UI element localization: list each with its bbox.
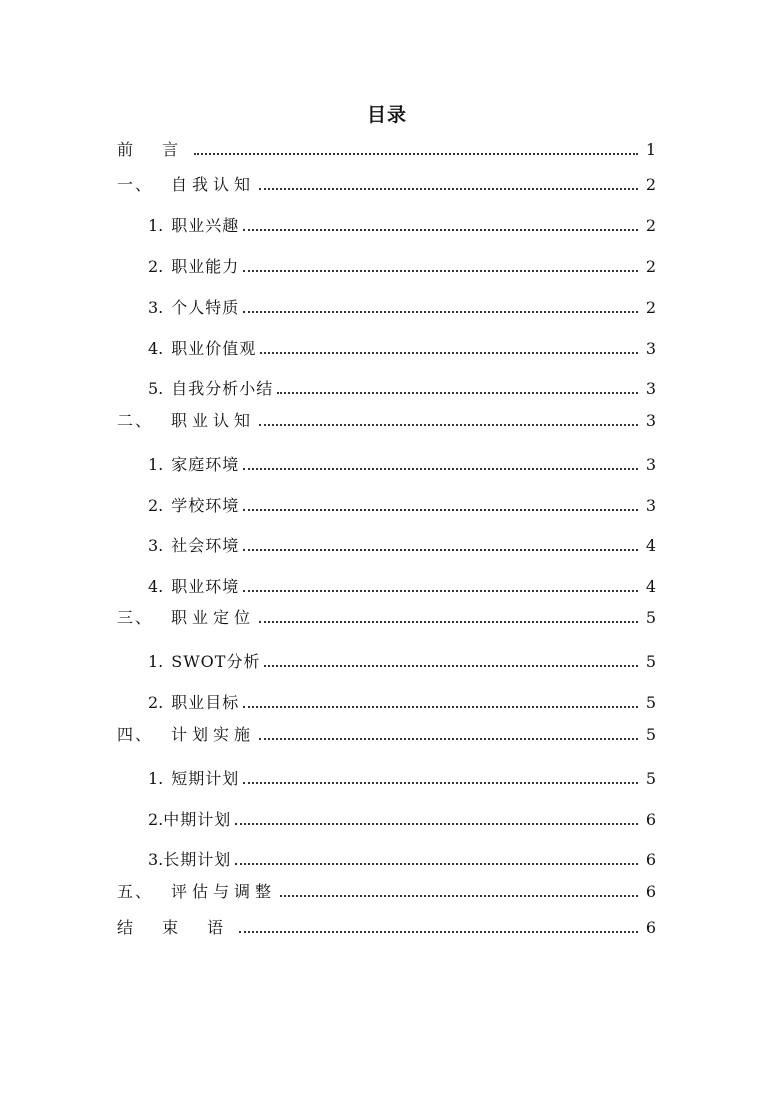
toc-entry-label: 职业环境 xyxy=(171,577,240,596)
toc-entry-page: 2 xyxy=(645,216,656,235)
dot-leader xyxy=(259,621,638,623)
toc-entry-label: 家庭环境 xyxy=(171,455,240,474)
toc-entry-number: 五、 xyxy=(117,882,154,901)
dot-leader xyxy=(243,509,638,511)
toc-entry-page: 4 xyxy=(645,577,656,596)
toc-entry-number: 一、 xyxy=(117,175,154,194)
toc-entry-number: 1. xyxy=(148,216,164,235)
toc-entry-label: 个人特质 xyxy=(171,298,240,317)
toc-entry-page: 5 xyxy=(645,725,656,744)
toc-entry-short-term-plan[interactable] xyxy=(148,765,656,789)
dot-leader xyxy=(235,823,638,825)
toc-entry-page: 3 xyxy=(645,379,656,398)
dot-leader xyxy=(243,782,638,784)
toc-entry-label: 自我分析小结 xyxy=(171,379,274,398)
toc-entry-family-environment[interactable] xyxy=(148,451,656,475)
toc-entry-label: 职业定位 xyxy=(171,608,256,627)
toc-entry-page: 6 xyxy=(645,850,656,869)
toc-entry-number: 2. xyxy=(148,693,164,712)
toc-entry-page: 5 xyxy=(645,769,656,788)
dot-leader xyxy=(277,392,638,394)
toc-entry-number: 4. xyxy=(148,577,164,596)
toc-entry-career-values[interactable] xyxy=(148,335,656,359)
toc-entry-label: 职业目标 xyxy=(171,693,240,712)
toc-entry-page: 6 xyxy=(645,918,656,937)
dot-leader xyxy=(235,863,638,865)
toc-entry-preface[interactable] xyxy=(117,136,656,160)
dot-leader xyxy=(243,590,638,592)
toc-entry-page: 6 xyxy=(645,810,656,829)
toc-entry-label: 职业能力 xyxy=(171,257,240,276)
toc-entry-career-ability[interactable] xyxy=(148,253,656,277)
toc-entry-evaluation-adjustment[interactable] xyxy=(117,878,656,902)
toc-entry-conclusion[interactable] xyxy=(117,914,656,938)
toc-entry-label: 职业价值观 xyxy=(171,339,257,358)
dot-leader xyxy=(259,738,638,740)
toc-entry-label: SWOT分析 xyxy=(171,652,261,671)
toc-entry-career-positioning[interactable] xyxy=(117,604,656,628)
toc-entry-page: 3 xyxy=(645,339,656,358)
toc-entry-number: 5. xyxy=(148,379,164,398)
toc-entry-page: 5 xyxy=(645,652,656,671)
dot-leader xyxy=(264,665,638,667)
toc-entry-number: 2. xyxy=(148,810,164,829)
toc-entry-number: 1. xyxy=(148,652,164,671)
toc-entry-page: 5 xyxy=(645,608,656,627)
toc-entry-number: 3. xyxy=(148,850,164,869)
dot-leader xyxy=(259,188,638,190)
toc-entry-page: 4 xyxy=(645,536,656,555)
toc-entry-label: 前 言 xyxy=(117,140,191,159)
toc-entry-label: 自我认知 xyxy=(171,175,256,194)
toc-entry-long-term-plan[interactable] xyxy=(148,846,656,870)
toc-entry-social-environment[interactable] xyxy=(148,532,656,556)
dot-leader xyxy=(243,706,638,708)
toc-entry-career-environment[interactable] xyxy=(148,573,656,597)
toc-entry-page: 2 xyxy=(645,257,656,276)
dot-leader xyxy=(243,270,638,272)
toc-entry-career-goals[interactable] xyxy=(148,689,656,713)
toc-entry-page: 3 xyxy=(645,496,656,515)
toc-entry-career-interest[interactable] xyxy=(148,212,656,236)
dot-leader xyxy=(280,895,638,897)
toc-entry-school-environment[interactable] xyxy=(148,492,656,516)
toc-entry-label: 计划实施 xyxy=(171,725,256,744)
dot-leader xyxy=(243,229,638,231)
toc-entry-number: 1. xyxy=(148,455,164,474)
dot-leader xyxy=(243,311,638,313)
toc-entry-plan-implementation[interactable] xyxy=(117,721,656,745)
toc-entry-mid-term-plan[interactable] xyxy=(148,806,656,830)
toc-entry-number: 四、 xyxy=(117,725,154,744)
toc-entry-page: 6 xyxy=(645,882,656,901)
toc-title: 目录 xyxy=(366,104,407,126)
toc-entry-label: 短期计划 xyxy=(171,769,240,788)
toc-entry-career-awareness[interactable] xyxy=(117,407,656,431)
toc-entry-swot-analysis[interactable] xyxy=(148,648,656,672)
dot-leader xyxy=(259,424,638,426)
toc-entry-page: 2 xyxy=(645,298,656,317)
toc-entry-self-awareness[interactable] xyxy=(117,171,656,195)
toc-entry-personal-traits[interactable] xyxy=(148,294,656,318)
toc-entry-label: 职业兴趣 xyxy=(171,216,240,235)
toc-entry-number: 3. xyxy=(148,298,164,317)
toc-entry-number: 三、 xyxy=(117,608,154,627)
toc-entry-number: 二、 xyxy=(117,411,154,430)
toc-entry-label: 长期计划 xyxy=(163,850,232,869)
toc-entry-page: 5 xyxy=(645,693,656,712)
toc-entry-label: 结 束 语 xyxy=(117,918,236,937)
dot-leader xyxy=(260,352,638,354)
toc-entry-page: 2 xyxy=(645,175,656,194)
toc-entry-label: 社会环境 xyxy=(171,536,240,555)
toc-entry-label: 职业认知 xyxy=(171,411,256,430)
toc-entry-number: 3. xyxy=(148,536,164,555)
toc-entry-number: 1. xyxy=(148,769,164,788)
toc-entry-number: 2. xyxy=(148,257,164,276)
toc-entry-self-analysis-summary[interactable] xyxy=(148,375,656,399)
toc-entry-page: 3 xyxy=(645,455,656,474)
dot-leader xyxy=(243,549,638,551)
dot-leader xyxy=(239,931,638,933)
toc-entry-label: 评估与调整 xyxy=(171,882,277,901)
toc-entry-page: 1 xyxy=(645,140,656,159)
toc-entry-page: 3 xyxy=(645,411,656,430)
dot-leader xyxy=(243,468,638,470)
dot-leader xyxy=(194,153,638,155)
toc-entry-label: 中期计划 xyxy=(163,810,232,829)
toc-entry-label: 学校环境 xyxy=(171,496,240,515)
toc-entry-number: 2. xyxy=(148,496,164,515)
toc-entry-number: 4. xyxy=(148,339,164,358)
